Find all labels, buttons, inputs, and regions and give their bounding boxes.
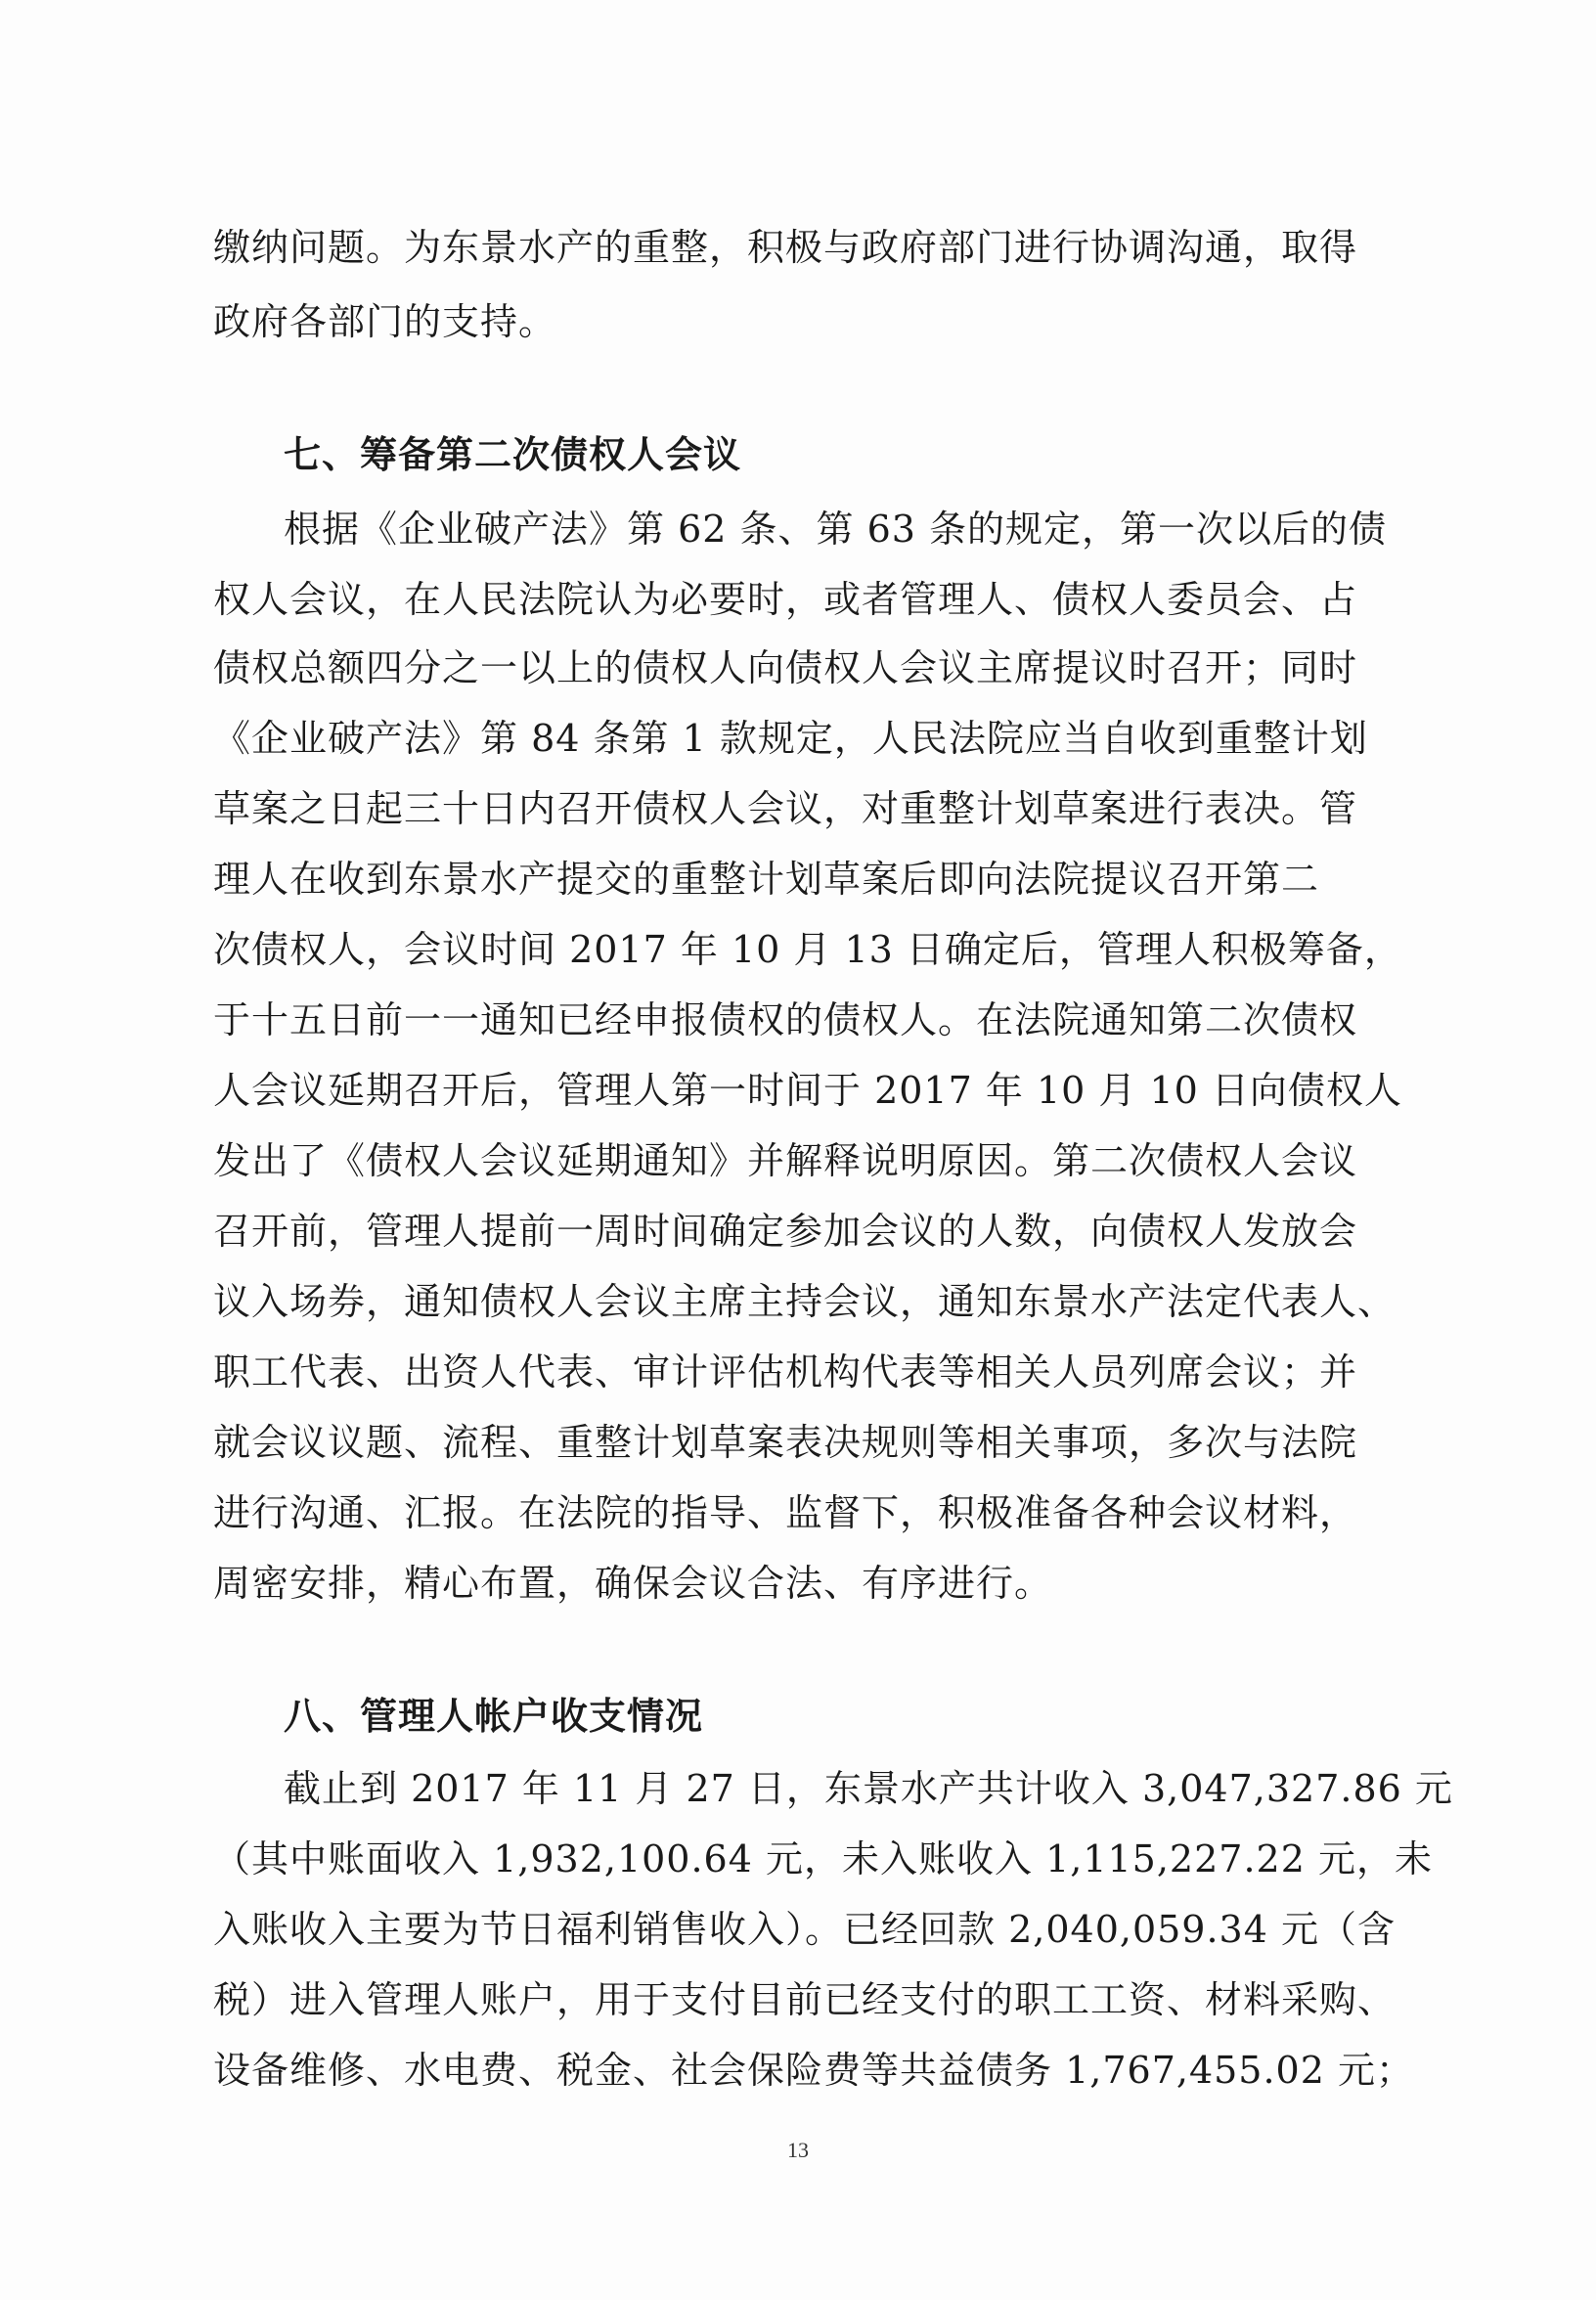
paragraph-line: 议入场券，通知债权人会议主席主持会议，通知东景水产法定代表人、 [213, 1280, 1396, 1323]
section-heading-7: 七、筹备第二次债权人会议 [284, 432, 742, 476]
paragraph-line: 于十五日前一一通知已经申报债权的债权人。在法院通知第二次债权 [213, 998, 1358, 1041]
paragraph-line: 政府各部门的支持。 [213, 300, 557, 343]
paragraph-line: 入账收入主要为节日福利销售收入）。已经回款 2,040,059.34 元（含 [213, 1908, 1396, 1951]
paragraph-line: 《企业破产法》第 84 条第 1 款规定，人民法院应当自收到重整计划 [213, 717, 1368, 760]
paragraph-line: 发出了《债权人会议延期通知》并解释说明原因。第二次债权人会议 [213, 1139, 1358, 1182]
page-number: 13 [787, 2138, 809, 2162]
paragraph-line: 人会议延期召开后，管理人第一时间于 2017 年 10 月 10 日向债权人 [213, 1069, 1402, 1112]
paragraph-line: 权人会议，在人民法院认为必要时，或者管理人、债权人委员会、占 [213, 578, 1358, 621]
paragraph-line: 周密安排，精心布置，确保会议合法、有序进行。 [213, 1562, 1053, 1605]
paragraph-line: 草案之日起三十日内召开债权人会议，对重整计划草案进行表决。管 [213, 787, 1358, 830]
section-heading-8: 八、管理人帐户收支情况 [284, 1694, 704, 1738]
paragraph-line: 理人在收到东景水产提交的重整计划草案后即向法院提议召开第二 [213, 858, 1320, 901]
paragraph-line: 缴纳问题。为东景水产的重整，积极与政府部门进行协调沟通，取得 [213, 226, 1358, 269]
paragraph-line: 截止到 2017 年 11 月 27 日，东景水产共计收入 3,047,327.86 元 [284, 1767, 1453, 1810]
paragraph-line: 税）进入管理人账户，用于支付目前已经支付的职工工资、材料采购、 [213, 1978, 1396, 2021]
paragraph-line: 债权总额四分之一以上的债权人向债权人会议主席提议时召开；同时 [213, 646, 1358, 689]
paragraph-line: 根据《企业破产法》第 62 条、第 63 条的规定，第一次以后的债 [284, 508, 1388, 551]
paragraph-line: 次债权人，会议时间 2017 年 10 月 13 日确定后，管理人积极筹备， [213, 928, 1402, 971]
paragraph-line: 进行沟通、汇报。在法院的指导、监督下，积极准备各种会议材料， [213, 1491, 1358, 1534]
paragraph-line: 就会议议题、流程、重整计划草案表决规则等相关事项，多次与法院 [213, 1421, 1358, 1464]
paragraph-line: 设备维修、水电费、税金、社会保险费等共益债务 1,767,455.02 元； [213, 2049, 1414, 2092]
paragraph-line: 职工代表、出资人代表、审计评估机构代表等相关人员列席会议；并 [213, 1350, 1358, 1393]
paragraph-line: 召开前，管理人提前一周时间确定参加会议的人数，向债权人发放会 [213, 1210, 1358, 1253]
paragraph-line: （其中账面收入 1,932,100.64 元，未入账收入 1,115,227.22 元，未 [213, 1837, 1433, 1880]
